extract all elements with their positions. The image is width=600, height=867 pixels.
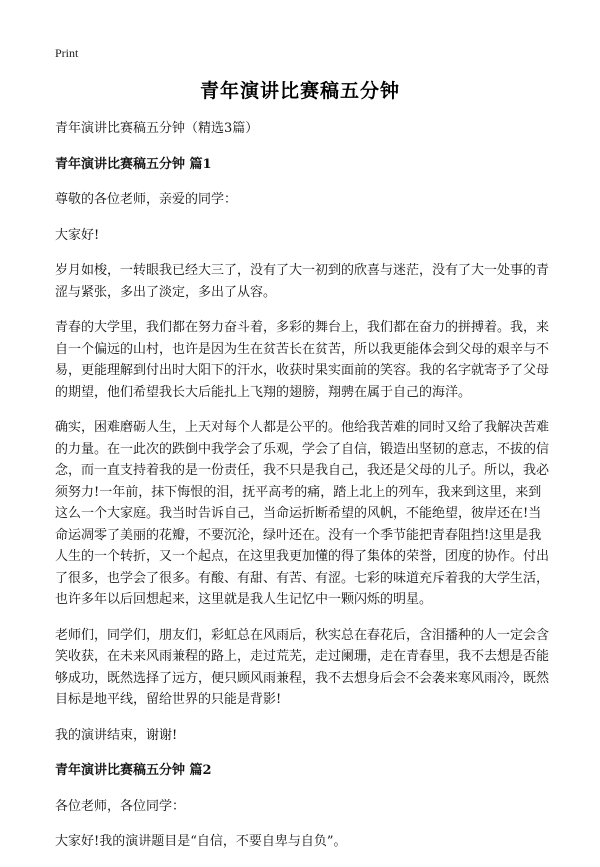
paragraph-salutation: 各位老师，各位同学：: [55, 798, 186, 814]
paragraph-body: 青春的大学里，我们都在努力奋斗着，多彩的舞台上，我们都在奋力的拼搏着。我，来自一个偏远的山村，也许是因为生在贫苦长在贫苦，所以我更能体会到父母的艰辛与不易，更能理解到付出时大阳下的汗水，收获时果实面前的笑容。我的名字就寄予了父母的期望，他们希望我长大后能扎上飞翔的翅膀，翔骋在属于自己的海洋。: [55, 320, 550, 400]
print-link[interactable]: Print: [55, 46, 79, 60]
document-subtitle: 青年演讲比赛稿五分钟（精选3篇）: [55, 121, 259, 136]
paragraph-closing: 我的演讲结束，谢谢!: [55, 727, 178, 743]
document-body: [55, 118, 550, 867]
paragraph-greeting: 大家好!我的演讲题目是“自信，不要自卑与自负”。: [55, 834, 347, 849]
paragraph-body: 老师们，同学们，朋友们，彩虹总在风雨后，秋实总在春花后，含泪播种的人一定会含笑收获，在未来风雨兼程的路上，走过荒芜，走过阑珊，走在青春里，我不去想是否能够成功，既然选择了远方，便只顾风雨兼程，我不去想身后会不会袭来寒风雨冷，既然目标是地平线，留给世界的只能是背影!: [55, 627, 550, 707]
paragraph-salutation: 尊敬的各位老师，亲爱的同学：: [55, 192, 238, 207]
paragraph-greeting: 大家好!: [55, 227, 100, 243]
section-1-heading: 青年演讲比赛稿五分钟 篇1: [55, 156, 212, 172]
section-2-heading: 青年演讲比赛稿五分钟 篇2: [55, 763, 212, 778]
paragraph-body: 岁月如梭，一转眼我已经大三了，没有了大一初到的欣喜与迷茫，没有了大一处事的青涩与紧张，多出了淡定，多出了从容。: [55, 263, 550, 300]
document-title: 青年演讲比赛稿五分钟: [199, 80, 400, 102]
paragraph-body: 确实，困难磨砺人生，上天对每个人都是公平的。他给我苦难的同时又给了我解决苦难的力量。在一此次的跌倒中我学会了乐观，学会了自信，锻造出坚韧的意志，不拔的信念，而一直支持着我的是一份责任，我不只是我自己，我还是父母的儿子。所以，我必须努力!一年前，抹下悔恨的泪，抚平高考的痛，踏上北上的列车，我来到这里，来到这么一个大家庭。我当时告诉自己，当命运折断希望的风帆，不能绝望，彼岸还在!当命运凋零了美丽的花瓣，不要沉沦，绿叶还在。没有一个季节能把青春阻挡!这里是我人生的一个转折，又一个起点，在这里我更加懂的得了集体的荣誉，团度的协作。付出了很多，也学会了很多。有酸、有甜、有苦、有涩。七彩的味道充斥着我的大学生活，也许多年以后回想起来，这里就是我人生记忆中一颗闪烁的明星。: [55, 420, 550, 607]
